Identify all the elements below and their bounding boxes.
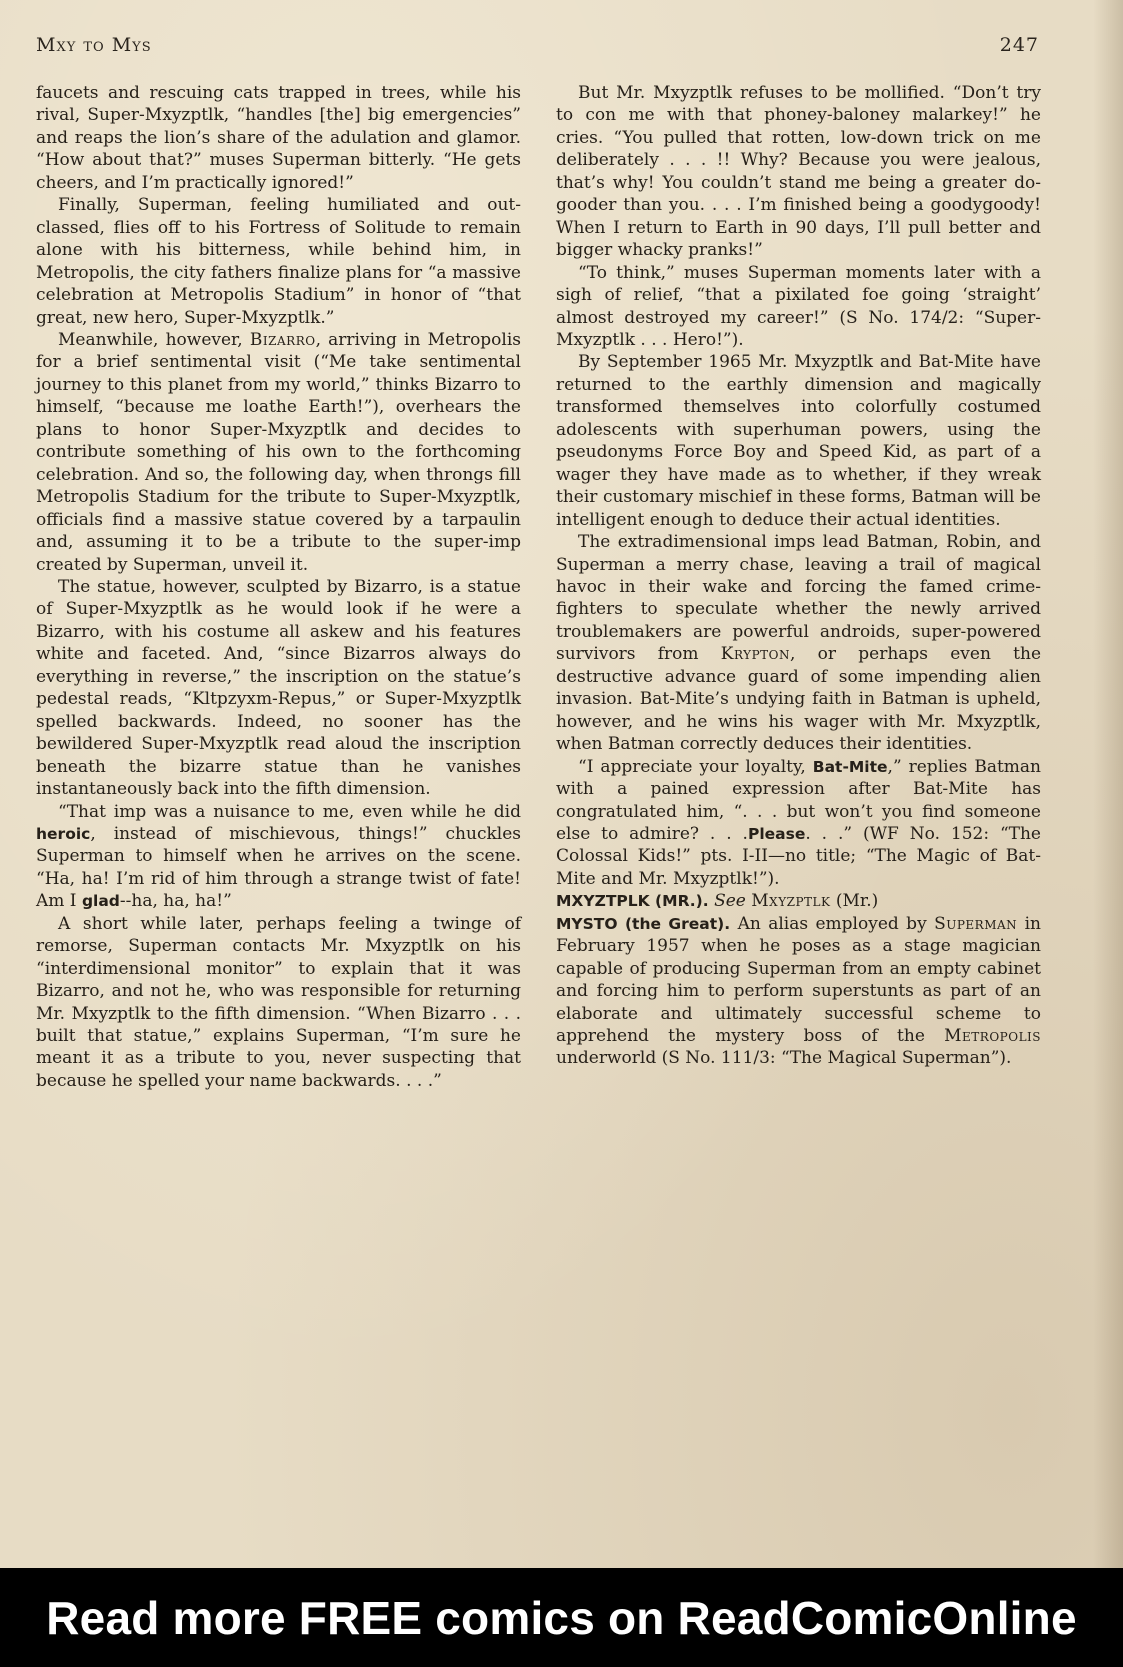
cross-reference-krypton: Krypton [720, 644, 791, 665]
paragraph: faucets and rescuing cats trapped in trees, while his rival, Super-Mxyzptlk, “handles [the] big emergencies” and reaps the lion’s share of the adulation and glamor. “How about that?” muses Superman bitterly. “He gets cheers, and I’m practically ignored!” [36, 83, 521, 193]
paragraph: But Mr. Mxyzptlk refuses to be mollified. “Don’t try to con me with that phoney-baloney malarkey!” he cries. “You pulled that rotten, low-down trick on me deliberately . . . !! Why? Because you were jealous, that’s why! You couldn’t stand me being a greater dogooder than you. . . . I’m finished being a goodygoody! When I return to Earth in 90 days, I’ll pull better and bigger whacky pranks!” [556, 83, 1041, 261]
paragraph: The statue, however, sculpted by Bizarro, is a statue of Super-Mxyzptlk as he would look if he were a Bizarro, with his costume all askew and his features white and faceted. And, “since Bizarros always do everything in reverse,” the inscription on the statue’s pedestal reads, “Kltpzyxm-Repus,” or Super-Mxyzptlk spelled backwards. Indeed, no sooner has the bewildered Super-Mxyzptlk read aloud the inscription beneath the bizarre statue than he vanishes instantaneously back into the fifth dimension. [36, 576, 521, 800]
right-column [556, 82, 1041, 1070]
promo-banner-link[interactable]: Read more FREE comics on ReadComicOnline [46, 1591, 1077, 1644]
paragraph: Meanwhile, however, Bizarro, arriving in Metropolis for a brief sentimental visit (“Me take sentimental journey to this planet from my world,” thinks Bizarro to himself, “because me loathe Earth!”), overhears the plans to honor Super-Mxyzptlk and decides to contribute something of his own to the forthcoming celebration. And so, the following day, when throngs fill Metropolis Stadium for the tribute to Super-Mxyzptlk, officials find a massive statue covered by a tarpaulin and, assuming it to be a tribute to the super-imp created by Superman, unveil it. [36, 329, 522, 575]
paragraph: By September 1965 Mr. Mxyzptlk and Bat-Mite have returned to the earthly dimension and magically transformed themselves into colorfully costumed adolescents with superhuman powers, using the pseudonyms Force Boy and Speed Kid, as part of a wager they have made as to whether, if they wreak their customary mischief in these forms, Batman will be intelligent enough to deduce their actual identities. [556, 352, 1041, 530]
page-number: 247 [999, 34, 1039, 56]
left-column [36, 82, 521, 1092]
paragraph: “I appreciate your loyalty, Bat-Mite,” replies Batman with a pained expression after Bat-Mite has congratulated him, “. . . but won’t you find someone else to admire? . . .Please. . .” (WF No. 152: “The Colossal Kids!” pts. I-II—no title; “The Magic of Bat-Mite and Mr. Mxyzptlk!”). [556, 756, 1041, 889]
entry-heading: MYSTO (the Great). [556, 914, 731, 933]
paragraph: The extradimensional imps lead Batman, Robin, and Superman a merry chase, leaving a trail of magical havoc in their wake and forcing the famed crime-fighters to speculate whether the newly arrived troublemakers are powerful androids, super-powered survivors from Krypton, or perhaps even the destructive advance guard of some impending alien invasion. Bat-Mite’s undying faith in Batman is upheld, however, and he wins his wager with Mr. Mxyzptlk, when Batman correctly deduces their identities. [556, 532, 1042, 755]
paragraph: Finally, Superman, feeling humiliated and outclassed, flies off to his Fortress of Solitude to remain alone with his bitterness, while behind him, in Metropolis, the city fathers finalize plans for “a massive celebration at Metropolis Stadium” in honor of “that great, new hero, Super-Mxyzptlk.” [36, 195, 521, 328]
paragraph: “That imp was a nuisance to me, even while he did heroic, instead of mischievous, things!” chuckles Superman to himself when he arrives on the scene. “Ha, ha! I’m rid of him through a strange twist of fate! Am I glad--ha, ha, ha!” [36, 801, 521, 912]
paragraph: “To think,” muses Superman moments later with a sigh of relief, “that a pixilated foe going ‘straight’ almost destroyed my career!” (S No. 174/2: “SuperMxyzptlk . . . Hero!”). [556, 262, 1041, 350]
paragraph: A short while later, perhaps feeling a twinge of remorse, Superman contacts Mr. Mxyzptlk on his “interdimensional monitor” to explain that it was Bizarro, and not he, who was responsible for returning Mr. Mxyzptlk to the fifth dimension. “When Bizarro . . . built that statue,” explains Superman, “I’m sure he meant it as a tribute to you, never suspecting that because he spelled your name backwards. . . .” [36, 913, 521, 1091]
encyclopedia-entry-mysto: MYSTO (the Great). An alias employed by Superman in February 1957 when he poses as a stage magician capable of producing Superman from an empty cabinet and forcing him to perform superstunts as part of an elaborate and ultimately successful scheme to apprehend the mystery boss of the Metropolis underworld (S No. 111/3: “The Magical Superman”). [556, 913, 1042, 1069]
running-head [36, 34, 1039, 60]
encyclopedia-entry-mxyztplk: MXYZTPLK (MR.). See Mxyzptlk (Mr.) [556, 891, 879, 912]
promo-banner[interactable] [0, 1568, 1123, 1667]
cross-reference-bizarro: Bizarro [249, 329, 316, 350]
section-title: Mxy to Mys [36, 34, 152, 56]
entry-heading: MXYZTPLK (MR.). [556, 892, 709, 911]
